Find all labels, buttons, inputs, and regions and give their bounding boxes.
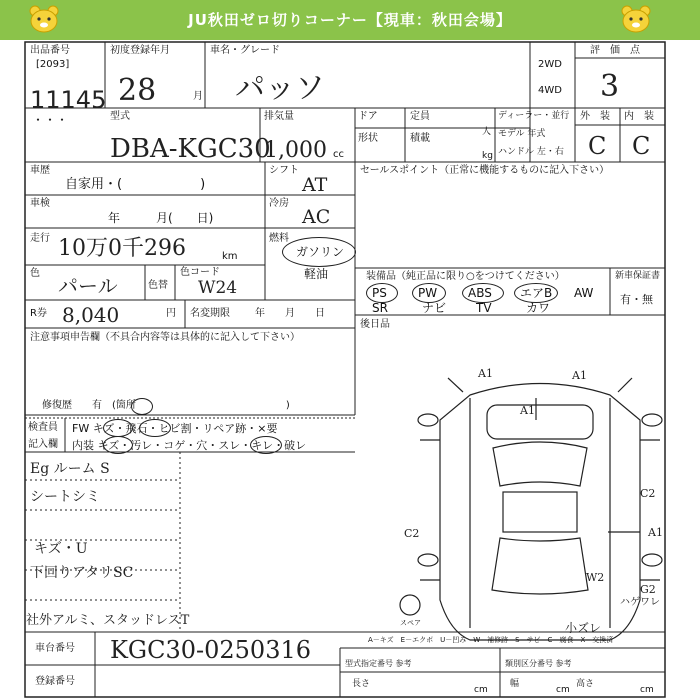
- repair-history: 修復歴 有 (箇所 ): [42, 400, 290, 411]
- color-value: パール: [58, 274, 118, 298]
- inspector-label: 検査員: [28, 422, 58, 433]
- notes-label: 注意事項申告欄（不具合内容等は具体的に記入して下さい）: [30, 332, 300, 343]
- note-line: Eg ルーム S: [30, 461, 110, 477]
- kg-unit: kg: [482, 151, 493, 161]
- category-label: 類別区分番号 参考: [505, 659, 572, 668]
- note-line: キズ・U: [34, 541, 88, 557]
- width-label: 幅: [510, 679, 520, 689]
- km-unit: km: [222, 251, 238, 262]
- damage-legend: A－キズ E－エクボ U－凹み W－補修跡 S－サビ C－腐食 X－交換済: [368, 636, 614, 644]
- displacement-value: 1,000: [264, 138, 327, 163]
- history-value: 自家用・( ): [65, 177, 206, 192]
- capacity-label: 定員: [410, 111, 430, 122]
- color-code-label: 色コード: [180, 267, 220, 278]
- ac-label: 冷房: [269, 198, 289, 209]
- note-line: シートシミ: [30, 489, 100, 505]
- name-label: 車名・グレード: [210, 45, 280, 56]
- new-cert-label: 新車保証書: [615, 271, 661, 281]
- equip-aw: AW: [574, 286, 594, 300]
- damage-mark: C2: [404, 527, 420, 540]
- lot-sub: [2093]: [36, 59, 70, 70]
- damage-mark: ハゲワレ: [620, 597, 660, 608]
- reg-month-unit: 月: [193, 91, 203, 102]
- model-year-label: モデル 年式: [498, 129, 546, 139]
- r-ticket-label: R券: [30, 308, 47, 319]
- interior-label: 内 装: [624, 111, 654, 122]
- equip-leather: カワ: [526, 301, 551, 315]
- model-value: DBA-KGC30: [110, 134, 271, 164]
- color-change-label: 色替: [148, 280, 168, 291]
- fuel-gasoline: ガソリン: [296, 245, 345, 259]
- lot-label: 出品番号: [30, 45, 70, 56]
- equip-navi: ナビ: [422, 301, 447, 315]
- mileage-label: 走行: [30, 233, 50, 244]
- name-change-label: 名変期限: [190, 308, 230, 319]
- history-label: 車歴: [30, 165, 50, 176]
- damage-mark: C2: [640, 487, 656, 500]
- type-spec-label: 型式指定番号 参考: [345, 659, 412, 668]
- equip-pw: PW: [418, 286, 438, 300]
- inspection-row-1: FW キズ・飛石・ヒビ割・リペア跡・×要: [72, 422, 278, 435]
- width-unit: cm: [556, 685, 570, 695]
- fuel-diesel: 軽油: [304, 267, 329, 281]
- equip-airbag: エアB: [520, 286, 553, 300]
- length-label: 長さ: [352, 679, 371, 689]
- load-label: 積載: [410, 133, 430, 144]
- r-ticket-value: 8,040: [62, 303, 120, 327]
- 4wd-label: 4WD: [538, 85, 562, 96]
- damage-mark: G2: [640, 583, 656, 596]
- note-line: 社外アルミ、スタッドレスT: [26, 613, 190, 628]
- lot-dots: ・・・: [32, 113, 69, 127]
- interior-grade: C: [632, 132, 651, 160]
- person-unit: 人: [482, 127, 492, 137]
- shaken-value: 年 月( 日): [108, 211, 214, 225]
- model-label: 型式: [110, 111, 130, 122]
- damage-mark: A1: [478, 367, 493, 380]
- damage-mark: W2: [586, 571, 605, 584]
- reg-label: 初度登録年月: [110, 45, 170, 56]
- color-label: 色: [30, 268, 40, 279]
- 2wd-label: 2WD: [538, 59, 562, 70]
- name-change-value: 年 月 日: [255, 308, 325, 319]
- score-value: 3: [600, 69, 620, 104]
- height-label: 高さ: [576, 679, 595, 689]
- exterior-label: 外 装: [580, 111, 610, 122]
- equip-tv: TV: [476, 301, 492, 315]
- new-cert-value: 有・無: [620, 293, 653, 306]
- damage-mark: A1: [572, 369, 587, 382]
- car-name: パッソ: [235, 71, 325, 106]
- entry-label: 記入欄: [28, 439, 58, 450]
- equipment-label: 装備品（純正品に限り○をつけてください）: [366, 271, 565, 282]
- reg-year: 28: [118, 73, 157, 108]
- dealer-label: ディーラー・並行: [498, 111, 570, 121]
- height-unit: cm: [640, 685, 654, 695]
- reg-number-label: 登録番号: [35, 676, 75, 687]
- mileage-value: 10万0千296: [58, 236, 186, 261]
- cc-unit: cc: [333, 149, 344, 160]
- length-unit: cm: [474, 685, 488, 695]
- equip-abs: ABS: [468, 286, 492, 300]
- chassis-number: KGC30-0250316: [110, 636, 311, 664]
- damage-mark: A1: [648, 526, 663, 539]
- shift-label: シフト: [269, 165, 299, 176]
- chassis-label: 車台番号: [35, 643, 75, 654]
- ac-value: AC: [302, 206, 331, 228]
- door-label: ドア: [358, 111, 378, 122]
- shift-value: AT: [302, 174, 328, 196]
- score-label: 評 価 点: [590, 45, 640, 56]
- shaken-label: 車検: [30, 198, 50, 209]
- rear-items-label: 後日品: [360, 319, 390, 330]
- spare-label: スペア: [400, 619, 421, 627]
- note-line: 下回りアタリSC: [30, 565, 134, 581]
- yen-unit: 円: [166, 308, 176, 319]
- sales-points-label: セールスポイント（正常に機能するものに記入下さい）: [360, 165, 610, 176]
- displacement-label: 排気量: [264, 111, 294, 122]
- fuel-label: 燃料: [269, 233, 289, 244]
- inspection-row-2: 内装 キズ・汚レ・コゲ・穴・スレ・キレ・破レ: [72, 439, 307, 452]
- equip-sr: SR: [372, 301, 388, 315]
- equip-ps: PS: [372, 286, 387, 300]
- banner-title: JU秋田ゼロ切りコーナー【現車：秋田会場】: [188, 11, 512, 29]
- shape-label: 形状: [358, 133, 378, 144]
- damage-mark: A1: [520, 404, 535, 417]
- exterior-grade: C: [588, 132, 607, 160]
- handle-label: ハンドル 左・右: [498, 147, 564, 157]
- damage-mark: 小ズレ: [565, 621, 602, 635]
- color-code-value: W24: [198, 278, 238, 298]
- lot-number: 11145: [30, 86, 107, 114]
